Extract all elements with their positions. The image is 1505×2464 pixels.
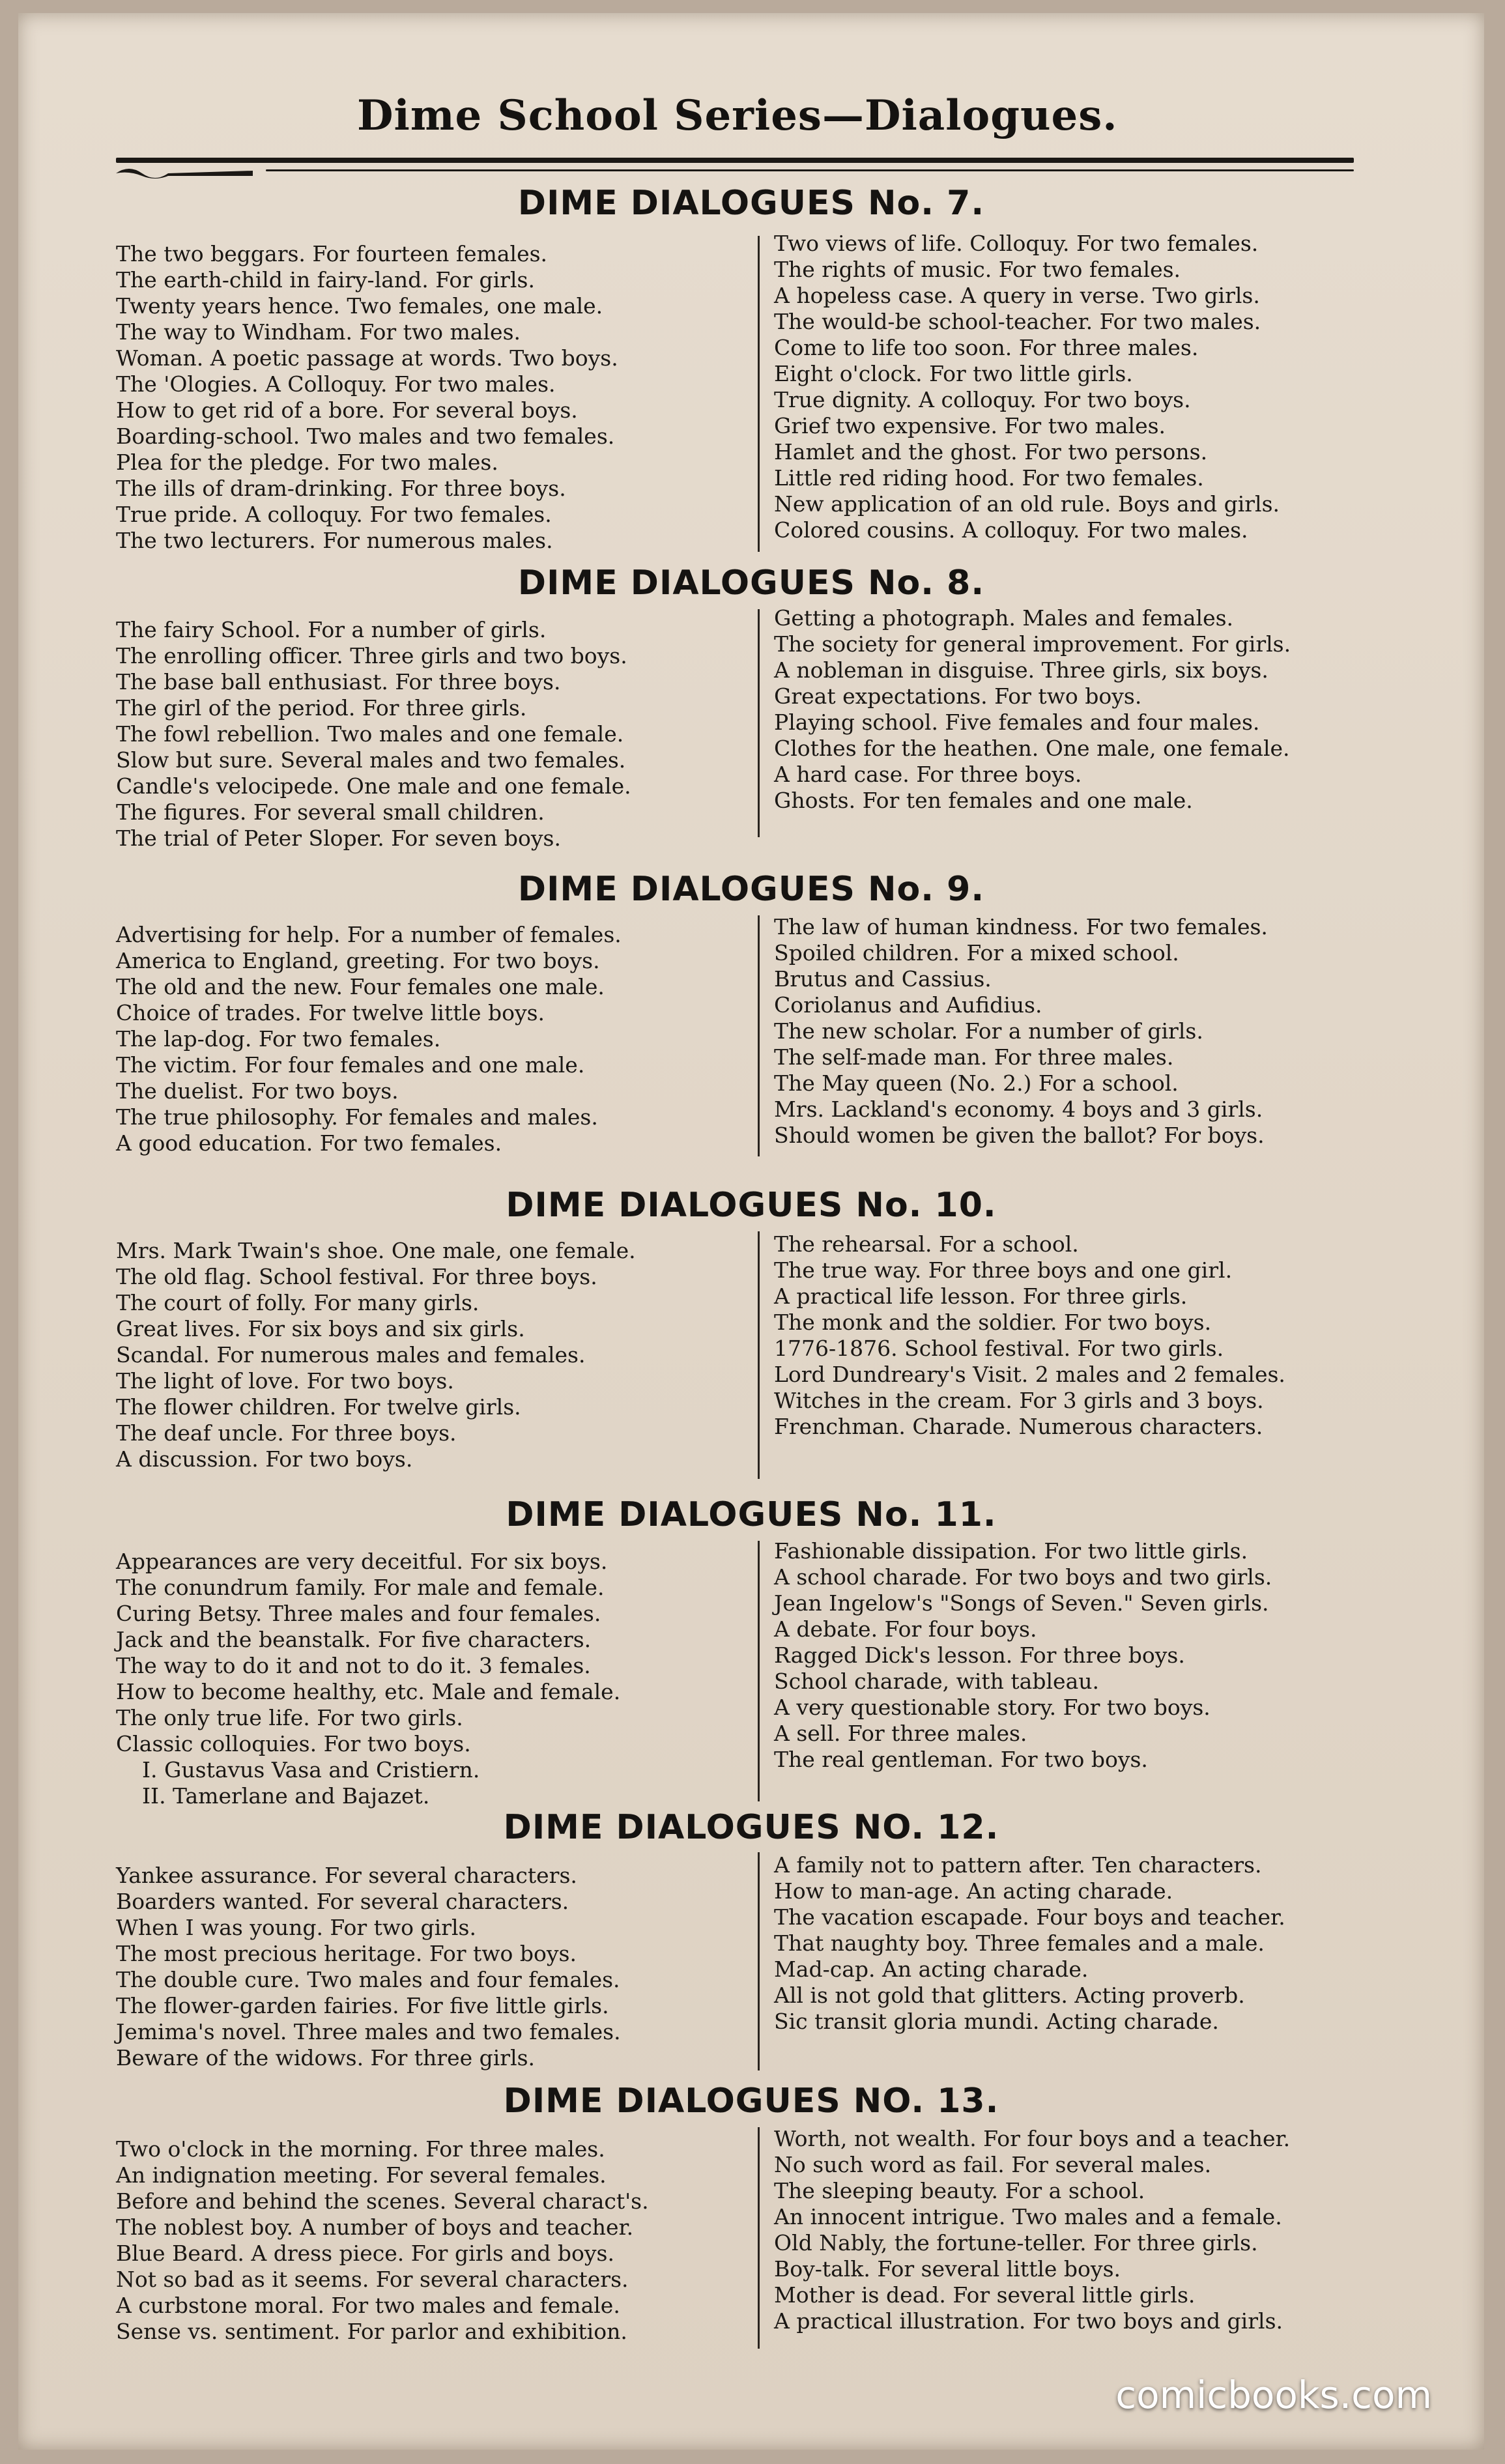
catalog-page	[18, 13, 1484, 2450]
list-item: Before and behind the scenes. Several charact's.	[116, 2188, 649, 2214]
column-divider	[758, 236, 760, 552]
header-rule-thin	[266, 169, 1354, 171]
column-divider	[758, 609, 760, 837]
list-item: A hopeless case. A query in verse. Two girls.	[774, 283, 1260, 308]
list-item: 1776-1876. School festival. For two girls.	[774, 1336, 1224, 1361]
list-item: The duelist. For two boys.	[116, 1078, 399, 1104]
list-item: A debate. For four boys.	[774, 1616, 1037, 1642]
list-item: True pride. A colloquy. For two females.	[116, 502, 552, 527]
list-item: The true way. For three boys and one girl.	[774, 1257, 1233, 1283]
list-item: Little red riding hood. For two females.	[774, 465, 1204, 491]
section-title: DIME DIALOGUES NO. 13.	[503, 2082, 999, 2121]
list-item: Two views of life. Colloquy. For two females.	[774, 231, 1259, 256]
right-column	[774, 1538, 1426, 1773]
list-item: A hard case. For three boys.	[774, 762, 1082, 787]
list-item: Ghosts. For ten females and one male.	[774, 788, 1193, 813]
list-item: Coriolanus and Aufidius.	[774, 992, 1042, 1018]
list-item: The most precious heritage. For two boys.	[116, 1941, 577, 1966]
list-item: The sleeping beauty. For a school.	[774, 2178, 1145, 2203]
list-item: Two o'clock in the morning. For three males.	[116, 2136, 605, 2162]
list-item: That naughty boy. Three females and a male.	[774, 1930, 1265, 1956]
list-item: Advertising for help. For a number of females.	[116, 922, 622, 947]
list-item: Mother is dead. For several little girls.	[774, 2282, 1196, 2308]
series-header: Dime School Series—Dialogues.	[357, 91, 1118, 140]
list-item: Boarding-school. Two males and two females.	[116, 423, 615, 449]
right-column	[774, 914, 1426, 1149]
list-item: Ragged Dick's lesson. For three boys.	[774, 1642, 1185, 1668]
list-item: An indignation meeting. For several females.	[116, 2162, 607, 2188]
list-item: True dignity. A colloquy. For two boys.	[774, 387, 1191, 412]
list-item: Mrs. Lackland's economy. 4 boys and 3 girls.	[774, 1096, 1263, 1122]
list-item: The flower children. For twelve girls.	[116, 1394, 521, 1420]
list-item: The two beggars. For fourteen females.	[116, 241, 548, 266]
list-item: An innocent intrigue. Two males and a female.	[774, 2204, 1282, 2229]
column-divider	[758, 1231, 760, 1479]
list-item: Eight o'clock. For two little girls.	[774, 361, 1133, 386]
list-item: The noblest boy. A number of boys and teacher.	[116, 2214, 634, 2240]
list-item: Scandal. For numerous males and females.	[116, 1342, 586, 1368]
list-item: Appearances are very deceitful. For six boys.	[116, 1549, 608, 1574]
list-item: A discussion. For two boys.	[116, 1446, 413, 1472]
list-item: The vacation escapade. Four boys and teacher.	[774, 1904, 1285, 1930]
list-item: II. Tamerlane and Bajazet.	[142, 1783, 430, 1809]
list-item: The girl of the period. For three girls.	[116, 695, 527, 721]
list-item: The trial of Peter Sloper. For seven boys.	[116, 825, 561, 851]
list-item: The real gentleman. For two boys.	[774, 1747, 1148, 1772]
section-title: DIME DIALOGUES NO. 12.	[503, 1808, 999, 1847]
list-item: Mrs. Mark Twain's shoe. One male, one female.	[116, 1238, 636, 1263]
list-item: The victim. For four females and one male.	[116, 1052, 585, 1078]
left-column	[116, 1549, 741, 1809]
list-item: The figures. For several small children.	[116, 799, 545, 825]
list-item: How to get rid of a bore. For several boys.	[116, 397, 578, 423]
list-item: The flower-garden fairies. For five little girls.	[116, 1993, 609, 2018]
list-item: The would-be school-teacher. For two males.	[774, 309, 1261, 334]
list-item: The true philosophy. For females and males.	[116, 1104, 598, 1130]
list-item: Worth, not wealth. For four boys and a teacher.	[774, 2126, 1291, 2151]
list-item: A sell. For three males.	[774, 1721, 1027, 1746]
left-column	[116, 617, 741, 852]
list-item: A practical illustration. For two boys and girls.	[774, 2308, 1283, 2334]
left-column	[116, 1238, 741, 1472]
list-item: Sic transit gloria mundi. Acting charade.	[774, 2009, 1219, 2034]
list-item: Slow but sure. Several males and two females.	[116, 747, 626, 773]
list-item: The two lecturers. For numerous males.	[116, 528, 553, 553]
list-item: Come to life too soon. For three males.	[774, 335, 1199, 360]
list-item: The 'Ologies. A Colloquy. For two males.	[116, 371, 556, 397]
list-item: Hamlet and the ghost. For two persons.	[774, 439, 1208, 465]
list-item: Not so bad as it seems. For several characters.	[116, 2267, 629, 2292]
list-item: New application of an old rule. Boys and girls.	[774, 491, 1280, 517]
list-item: Brutus and Cassius.	[774, 966, 992, 992]
right-column	[774, 605, 1426, 814]
section-title: DIME DIALOGUES No. 8.	[517, 564, 985, 603]
list-item: Mad-cap. An acting charade.	[774, 1956, 1089, 1982]
list-item: A curbstone moral. For two males and female.	[116, 2293, 620, 2318]
list-item: The society for general improvement. For girls.	[774, 631, 1291, 657]
column-divider	[758, 2127, 760, 2349]
list-item: Twenty years hence. Two females, one male.	[116, 293, 603, 319]
header-rule	[116, 158, 1354, 163]
list-item: The fowl rebellion. Two males and one female.	[116, 721, 624, 747]
list-item: Great lives. For six boys and six girls.	[116, 1316, 525, 1341]
list-item: All is not gold that glitters. Acting proverb.	[774, 1983, 1245, 2008]
list-item: The double cure. Two males and four females.	[116, 1967, 620, 1992]
list-item: The way to Windham. For two males.	[116, 319, 521, 345]
list-item: The court of folly. For many girls.	[116, 1290, 480, 1315]
list-item: Choice of trades. For twelve little boys.	[116, 1000, 545, 1025]
left-column	[116, 1863, 741, 2071]
list-item: The ills of dram-drinking. For three boys.	[116, 476, 566, 501]
list-item: Boy-talk. For several little boys.	[774, 2256, 1121, 2282]
list-item: The old flag. School festival. For three boys.	[116, 1264, 597, 1289]
list-item: Jack and the beanstalk. For five characters.	[116, 1627, 592, 1652]
list-item: When I was young. For two girls.	[116, 1915, 476, 1940]
list-item: The enrolling officer. Three girls and two boys.	[116, 643, 627, 668]
column-divider	[758, 1852, 760, 2070]
list-item: Yankee assurance. For several characters.	[116, 1863, 577, 1888]
list-item: Blue Beard. A dress piece. For girls and boys.	[116, 2241, 614, 2266]
list-item: Getting a photograph. Males and females.	[774, 605, 1234, 631]
list-item: School charade, with tableau.	[774, 1669, 1099, 1694]
section-title: DIME DIALOGUES No. 11.	[506, 1495, 997, 1534]
list-item: Jemima's novel. Three males and two females.	[116, 2019, 621, 2044]
list-item: Great expectations. For two boys.	[774, 683, 1142, 709]
list-item: Woman. A poetic passage at words. Two boys.	[116, 345, 618, 371]
list-item: No such word as fail. For several males.	[774, 2152, 1212, 2177]
list-item: Fashionable dissipation. For two little girls.	[774, 1538, 1248, 1564]
column-divider	[758, 915, 760, 1156]
list-item: A good education. For two females.	[116, 1130, 502, 1156]
list-item: Spoiled children. For a mixed school.	[774, 940, 1179, 966]
left-column	[116, 2136, 741, 2345]
header-ornament-icon	[116, 162, 253, 185]
list-item: Sense vs. sentiment. For parlor and exhibition.	[116, 2319, 627, 2344]
list-item: Lord Dundreary's Visit. 2 males and 2 females.	[774, 1362, 1285, 1387]
list-item: The way to do it and not to do it. 3 females.	[116, 1653, 591, 1678]
list-item: Jean Ingelow's "Songs of Seven." Seven girls.	[774, 1590, 1269, 1616]
right-column	[774, 1852, 1426, 2035]
right-column	[774, 231, 1426, 543]
list-item: The lap-dog. For two females.	[116, 1026, 441, 1052]
section-title: DIME DIALOGUES No. 10.	[506, 1186, 997, 1225]
list-item: I. Gustavus Vasa and Cristiern.	[142, 1757, 480, 1783]
list-item: Candle's velocipede. One male and one female.	[116, 773, 631, 799]
list-item: Colored cousins. A colloquy. For two males.	[774, 517, 1248, 543]
list-item: The rights of music. For two females.	[774, 257, 1181, 282]
list-item: How to become healthy, etc. Male and female.	[116, 1679, 621, 1704]
list-item: Should women be given the ballot? For boys.	[774, 1123, 1265, 1148]
list-item: The deaf uncle. For three boys.	[116, 1420, 457, 1446]
list-item: The May queen (No. 2.) For a school.	[774, 1070, 1179, 1096]
column-divider	[758, 1541, 760, 1801]
list-item: The earth-child in fairy-land. For girls.	[116, 267, 535, 293]
list-item: Grief two expensive. For two males.	[774, 413, 1166, 438]
list-item: Classic colloquies. For two boys.	[116, 1731, 471, 1756]
watermark: comicbooks.com	[1115, 2373, 1432, 2417]
list-item: America to England, greeting. For two boys.	[116, 948, 600, 973]
left-column	[116, 922, 741, 1156]
list-item: The rehearsal. For a school.	[774, 1231, 1079, 1257]
list-item: A family not to pattern after. Ten characters.	[774, 1852, 1262, 1878]
list-item: Plea for the pledge. For two males.	[116, 450, 498, 475]
list-item: The light of love. For two boys.	[116, 1368, 454, 1394]
list-item: Curing Betsy. Three males and four females.	[116, 1601, 601, 1626]
list-item: The fairy School. For a number of girls.	[116, 617, 547, 642]
list-item: The conundrum family. For male and female.	[116, 1575, 605, 1600]
list-item: The base ball enthusiast. For three boys.	[116, 669, 561, 695]
right-column	[774, 2126, 1426, 2334]
list-item: A practical life lesson. For three girls.	[774, 1283, 1188, 1309]
right-column	[774, 1231, 1426, 1440]
list-item: Clothes for the heathen. One male, one female.	[774, 736, 1290, 761]
list-item: The old and the new. Four females one male.	[116, 974, 605, 999]
list-item: A nobleman in disguise. Three girls, six boys.	[774, 657, 1268, 683]
list-item: The new scholar. For a number of girls.	[774, 1018, 1203, 1044]
list-item: A very questionable story. For two boys.	[774, 1695, 1211, 1720]
list-item: Frenchman. Charade. Numerous characters.	[774, 1414, 1263, 1439]
left-column	[116, 241, 741, 554]
list-item: Playing school. Five females and four males.	[774, 709, 1260, 735]
list-item: Beware of the widows. For three girls.	[116, 2045, 536, 2070]
list-item: Witches in the cream. For 3 girls and 3 boys.	[774, 1388, 1264, 1413]
list-item: How to man-age. An acting charade.	[774, 1878, 1173, 1904]
list-item: The monk and the soldier. For two boys.	[774, 1310, 1212, 1335]
list-item: A school charade. For two boys and two girls.	[774, 1564, 1272, 1590]
section-title: DIME DIALOGUES No. 7.	[517, 184, 985, 223]
list-item: The only true life. For two girls.	[116, 1705, 463, 1730]
list-item: Boarders wanted. For several characters.	[116, 1889, 569, 1914]
list-item: The self-made man. For three males.	[774, 1044, 1174, 1070]
list-item: The law of human kindness. For two females.	[774, 914, 1268, 939]
list-item: Old Nably, the fortune-teller. For three girls.	[774, 2230, 1258, 2256]
section-title: DIME DIALOGUES No. 9.	[517, 870, 985, 909]
